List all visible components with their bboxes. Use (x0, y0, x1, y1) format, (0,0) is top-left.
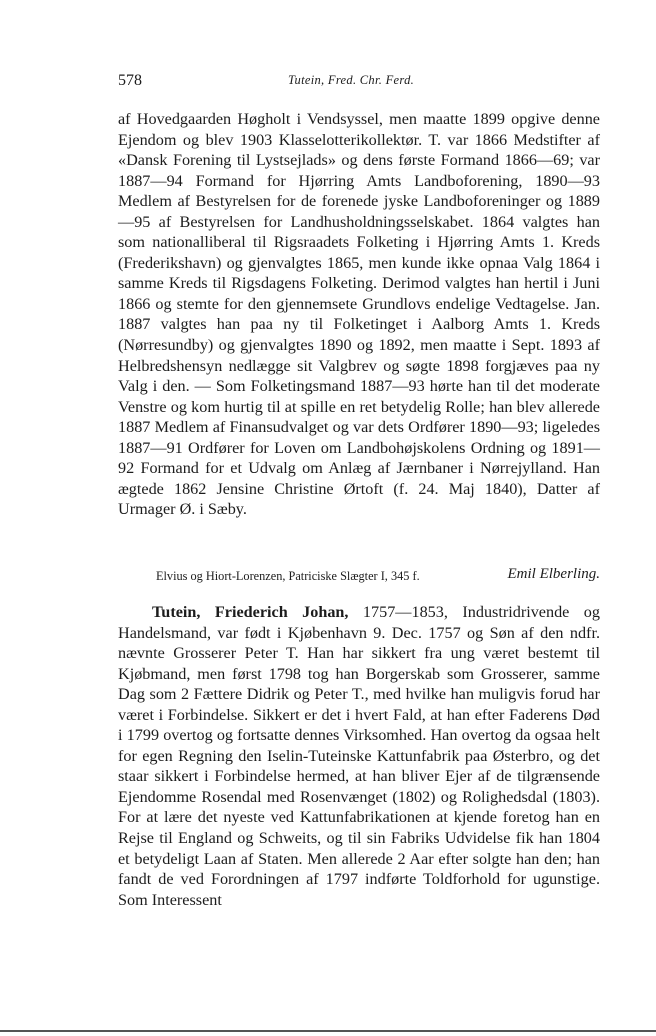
source-reference (156, 567, 600, 587)
page-bottom-rule (0, 1030, 656, 1032)
paragraph-continued: af Hovedgaarden Høgholt i Vendsyssel, men maatte 1899 opgive denne Ejendom og blev 1903 Klasselotterikollektør. T. var 1866 Medstifter af «Dansk Forening til Lystsejlads» og dens første Formand 1866—69; var 1887—94 Formand for Hjørring Amts Landboforening, 1890—93 Medlem af Bestyrelsen for de forenede jyske Landboforeninger og 1889—95 af Bestyrelsen for Landhusholdningsselskabet. 1864 valgtes han som nationalliberal til Rigsraadets Folketing i Hjørring Amts 1. Kreds (Frederikshavn) og gjenvalgtes 1865, men kunde ikke opnaa Valg 1864 i samme Kreds til Rigsdagens Folketing. Derimod valgtes han hertil i Juni 1866 og stemte for den gjennemsete Grundlovs endelige Vedtagelse. Jan. 1887 valgtes han paa ny til Folketinget i Aalborg Amts 1. Kreds (Nørresundby) og gjenvalgtes 1890 og 1892, men maatte i Sept. 1893 af Helbredshensyn nedlægge sit Valgbrev og søgte 1898 forgjæves paa ny Valg i den. — Som Folketingsmand 1887—93 hørte han til det moderate Venstre og kom hurtig til at spille en ret betydelig Rolle; han blev allerede 1887 Medlem af Finansudvalget og var dets Ordfører 1890—93; ligeledes 1887—91 Ordfører for Loven om Landbohøjskolens Ordning og 1891—92 Formand for et Udvalg om Anlæg af Jærnbaner i Nørrejylland. Han ægtede 1862 Jensine Christine Ørtoft (f. 24. Maj 1840), Datter af Urmager Ø. i Sæby. (118, 110, 600, 519)
page-number: 578 (118, 72, 142, 89)
source-note: Elvius og Hiort-Lorenzen, Patriciske Slægter I, 345 f. (156, 569, 420, 583)
running-head: Tutein, Fred. Chr. Ferd. (288, 73, 415, 87)
entry-text: 1757—1853, Industridrivende og Handelsmand, var født i Kjøbenhavn 9. Dec. 1757 og Søn af den ndfr. nævnte Grosserer Peter T. Han har sikkert fra ung været bestemt til Kjøbmand, men først 1798 tog han Borgerskab som Grosserer, samme Dag som 2 Fættere Didrik og Peter T., med hvilke han muligvis forud har været i Forbindelse. Sikkert er det i hvert Fald, at han efter Faderens Død i 1799 overtog og fortsatte dennes Virksomhed. Han overtog da ogsaa helt for egen Regning den Iselin-Tuteinske Kattunfabrik paa Østerbro, og det staar sikkert i Forbindelse hermed, at han bliver Ejer af de tilgrænsende Ejendomme Rosendal med Rosenvænget (1802) og Rolighedsdal (1803). For at lære det nyeste ved Kattunfabrikationen at kjende foretog han en Rejse til England og Schweits, og til sin Fabriks Udvidelse fik han 1804 et betydeligt Laan af Staten. Men allerede 2 Aar efter solgte han den; han fandt de ved Forordningen af 1797 indførte Toldforhold for ugunstige. Som Interessent (118, 603, 600, 909)
entry-author: Emil Elberling. (507, 566, 600, 582)
paragraph-new-entry (118, 602, 600, 910)
page-header (118, 72, 600, 96)
entry-headword: Tutein, Friederich Johan, (152, 603, 349, 621)
